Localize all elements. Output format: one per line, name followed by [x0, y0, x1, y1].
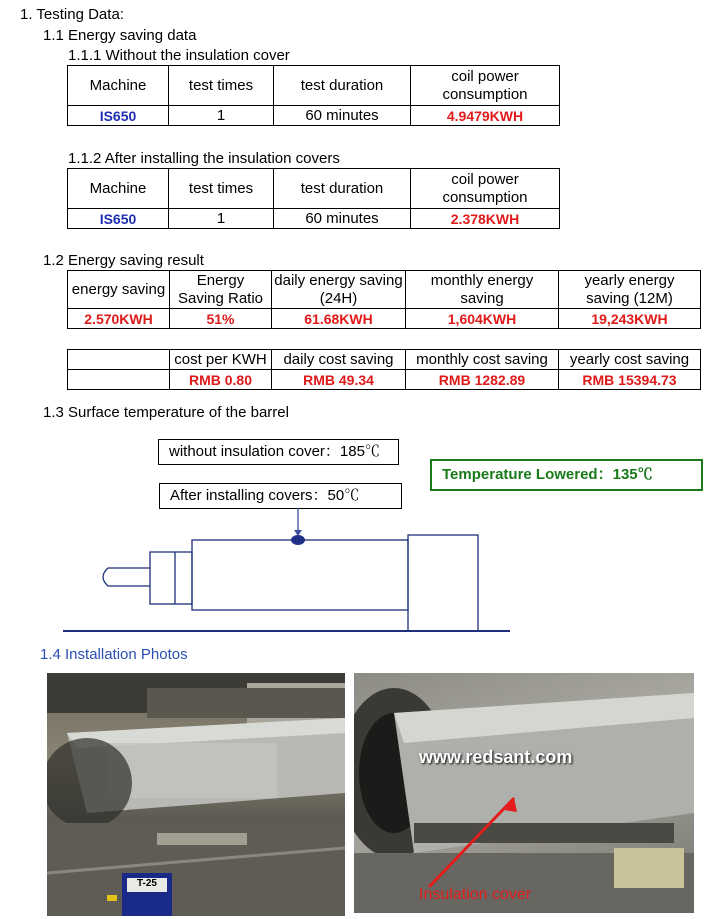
header-coil-power: coil power consumption [411, 169, 560, 209]
table-cost-saving [67, 349, 701, 390]
cell-coil-power: 2.378KWH [411, 209, 560, 229]
header-saving-ratio: Energy Saving Ratio [170, 271, 272, 309]
header-coil-power: coil power consumption [411, 66, 560, 106]
photo-annotation: Insulation cover [419, 886, 532, 903]
cell-test-times: 1 [169, 106, 274, 126]
table-without-cover [67, 65, 560, 126]
header-machine: Machine [68, 169, 169, 209]
barrel-body [192, 540, 408, 610]
cell-daily-cost: RMB 49.34 [272, 370, 406, 390]
installation-photo-left [47, 673, 345, 916]
cell-yearly-cost: RMB 15394.73 [559, 370, 701, 390]
section-1-4-heading: 1.4 Installation Photos [40, 646, 188, 663]
header-energy-saving: energy saving [68, 271, 170, 309]
header-yearly-energy: yearly energy saving (12M) [559, 271, 701, 309]
barrel-end-block [408, 535, 478, 631]
section-1-2-heading: 1.2 Energy saving result [43, 252, 204, 269]
installation-photo-right [354, 673, 694, 913]
temperature-lowered-box: Temperature Lowered：135℃ [430, 459, 703, 491]
header-cost-per-kwh: cost per KWH [170, 350, 272, 370]
header-yearly-cost: yearly cost saving [559, 350, 701, 370]
section-1-1-2-heading: 1.1.2 After installing the insulation covers [68, 150, 340, 167]
cell-test-duration: 60 minutes [274, 209, 411, 229]
header-machine: Machine [68, 66, 169, 106]
cell-monthly-energy: 1,604KWH [406, 309, 559, 329]
header-test-times: test times [169, 66, 274, 106]
cell-yearly-energy: 19,243KWH [559, 309, 701, 329]
without-cover-temp-box: without insulation cover：185℃ [158, 439, 399, 465]
cell-saving-ratio: 51% [170, 309, 272, 329]
cell-blank [68, 370, 170, 390]
cell-coil-power: 4.9479KWH [411, 106, 560, 126]
cell-daily-energy: 61.68KWH [272, 309, 406, 329]
after-cover-temp-box: After installing covers：50℃ [159, 483, 402, 509]
header-daily-energy: daily energy saving (24H) [272, 271, 406, 309]
barrel-diagram [0, 500, 721, 640]
header-monthly-cost: monthly cost saving [406, 350, 559, 370]
cell-monthly-cost: RMB 1282.89 [406, 370, 559, 390]
header-daily-cost: daily cost saving [272, 350, 406, 370]
header-test-times: test times [169, 169, 274, 209]
cell-test-times: 1 [169, 209, 274, 229]
nozzle-collar [150, 552, 192, 604]
nozzle-tip [103, 568, 150, 586]
photo-watermark: www.redsant.com [419, 747, 573, 767]
cell-machine: IS650 [68, 106, 169, 126]
cell-machine: IS650 [68, 209, 169, 229]
section-1-1-1-heading: 1.1.1 Without the insulation cover [68, 47, 290, 64]
cell-test-duration: 60 minutes [274, 106, 411, 126]
photo-panel-label: T-25 [136, 878, 157, 889]
header-blank [68, 350, 170, 370]
header-monthly-energy: monthly energy saving [406, 271, 559, 309]
photo-left-scene [47, 673, 345, 916]
photo-right-scene [354, 673, 694, 913]
section-1-1-heading: 1.1 Energy saving data [43, 27, 197, 44]
cell-energy-saving: 2.570KWH [68, 309, 170, 329]
table-after-cover [67, 168, 560, 229]
cell-cost-per-kwh: RMB 0.80 [170, 370, 272, 390]
header-test-duration: test duration [274, 169, 411, 209]
section-1-3-heading: 1.3 Surface temperature of the barrel [43, 404, 289, 421]
table-energy-saving [67, 270, 701, 329]
header-test-duration: test duration [274, 66, 411, 106]
section-1-heading: 1. Testing Data: [20, 6, 124, 23]
